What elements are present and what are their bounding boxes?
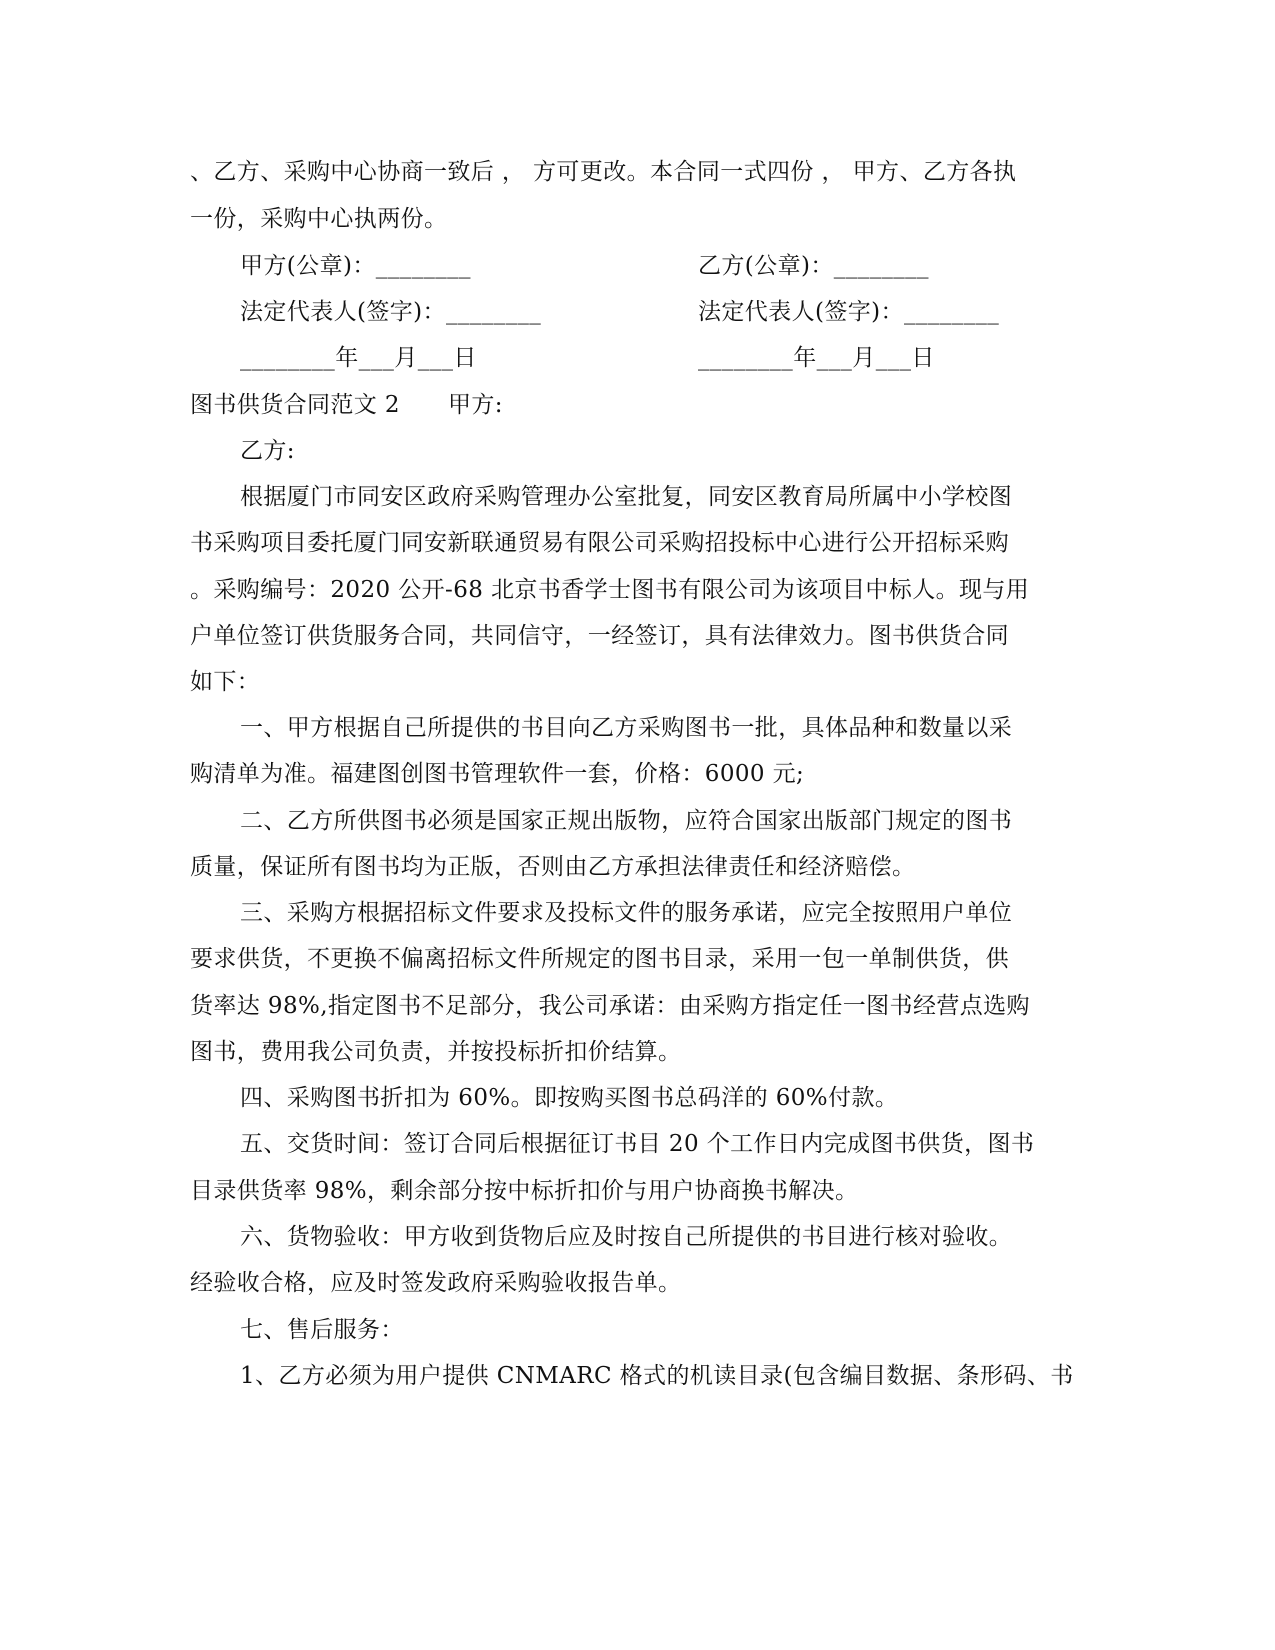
contract-title: 图书供货合同范文 2	[190, 392, 400, 418]
clause-3-line-1: 三、采购方根据招标文件要求及投标文件的服务承诺，应完全按照用户单位	[240, 900, 1013, 926]
continuation-line-2: 一份，采购中心执两份。	[190, 206, 448, 232]
clause-7-line-1: 七、售后服务：	[240, 1317, 404, 1343]
clause-3-line-3: 货率达 98%,指定图书不足部分，我公司承诺：由采购方指定任一图书经营点选购	[190, 993, 1030, 1019]
clause-5-line-1: 五、交货时间：签订合同后根据征订书目 20 个工作日内完成图书供货，图书	[240, 1131, 1035, 1157]
intro-line-1: 根据厦门市同安区政府采购管理办公室批复，同安区教育局所属中小学校图	[240, 484, 1013, 510]
continuation-line-1: 、乙方、采购中心协商一致后 ， 方可更改。本合同一式四份 ， 甲方、乙方各执	[190, 159, 1017, 185]
party-b-representative: 法定代表人(签字)：________	[698, 299, 1000, 325]
clause-2-line-1: 二、乙方所供图书必须是国家正规出版物，应符合国家出版部门规定的图书	[240, 808, 1013, 834]
party-a-representative: 法定代表人(签字)：________	[240, 299, 542, 325]
party-a-seal: 甲方(公章)：________	[240, 253, 471, 279]
intro-line-2: 书采购项目委托厦门同安新联通贸易有限公司采购招投标中心进行公开招标采购	[190, 530, 1009, 556]
party-b-date: ________年___月___日	[698, 345, 935, 371]
intro-line-5: 如下：	[190, 669, 261, 695]
clause-3-line-4: 图书，费用我公司负责，并按投标折扣价结算。	[190, 1039, 682, 1065]
intro-line-4: 户单位签订供货服务合同，共同信守，一经签订，具有法律效力。图书供货合同	[190, 623, 1009, 649]
party-a-date: ________年___月___日	[240, 345, 477, 371]
contract-heading	[190, 390, 1070, 420]
clause-4-line-1: 四、采购图书折扣为 60%。即按购买图书总码洋的 60%付款。	[240, 1085, 899, 1111]
heading-party-b: 乙方:	[240, 438, 295, 464]
party-b-seal: 乙方(公章)：________	[698, 253, 929, 279]
clause-2-line-2: 质量，保证所有图书均为正版，否则由乙方承担法律责任和经济赔偿。	[190, 854, 916, 880]
clause-5-line-2: 目录供货率 98%，剩余部分按中标折扣价与用户协商换书解决。	[190, 1178, 859, 1204]
clause-7-1-line-1: 1、乙方必须为用户提供 CNMARC 格式的机读目录(包含编目数据、条形码、书	[240, 1363, 1074, 1389]
heading-party-a: 甲方:	[447, 392, 503, 418]
clause-1-line-2: 购清单为准。福建图创图书管理软件一套，价格：6000 元;	[190, 761, 805, 787]
clause-1-line-1: 一、甲方根据自己所提供的书目向乙方采购图书一批，具体品种和数量以采	[240, 715, 1013, 741]
clause-6-line-2: 经验收合格，应及时签发政府采购验收报告单。	[190, 1270, 682, 1296]
clause-6-line-1: 六、货物验收：甲方收到货物后应及时按自己所提供的书目进行核对验收。	[240, 1224, 1013, 1250]
intro-line-3: 。采购编号：2020 公开-68 北京书香学士图书有限公司为该项目中标人。现与用	[190, 577, 1030, 603]
clause-3-line-2: 要求供货，不更换不偏离招标文件所规定的图书目录，采用一包一单制供货，供	[190, 946, 1009, 972]
